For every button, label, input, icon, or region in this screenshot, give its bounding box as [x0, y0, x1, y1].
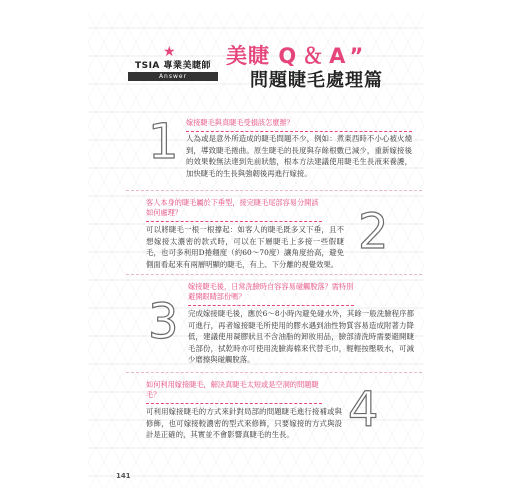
title-prefix: 美睫 [226, 44, 270, 68]
badge-subtitle: Answer [128, 72, 218, 81]
section-divider [126, 372, 422, 373]
page-subtitle: 問題睫毛處理篇 [250, 70, 383, 91]
star-icon: ★ [163, 44, 176, 60]
section-number-1: 1 [148, 114, 179, 170]
section-divider [126, 274, 422, 275]
section-divider [126, 190, 422, 191]
tsia-badge [124, 44, 222, 86]
answer-4: 可利用嫁接睫毛的方式來針對局部的問題睫毛進行接補或與修飾，也可嫁接較濃密的型式來修飾，只要嫁接的方式與設計是正確的，其實並不會影響真睫毛的生長。 [146, 407, 342, 440]
page-number: 141 [116, 472, 131, 480]
question-4: 如何利用嫁接睫毛，解決真睫毛太短或是空洞的問題睫毛？ [146, 380, 322, 404]
question-1: 嫁接睫毛與真睫毛受損該怎麼辦？ [186, 118, 412, 132]
section-number-4: 4 [348, 382, 379, 438]
answer-1: 人為或是意外所造成的睫毛問題不少，例如：煮東西時不小心被火燒到，導致睫毛捲曲。原生睫毛的長度與存餘根數已減少，重新嫁接後的效果較無法達到先前狀態，根本方法建議使用睫毛生長液來養護，加快睫毛的生長與強韌後再進行嫁接。 [186, 134, 412, 178]
question-2: 客人本身的睫毛屬於下垂型，接完睫毛尾部容易分開該如何處理？ [146, 198, 322, 222]
section-number-3: 3 [148, 294, 179, 350]
badge-title: TSIA 專業美睫師 [134, 61, 212, 71]
section-number-2: 2 [358, 204, 389, 260]
answer-3: 完成嫁接睫毛後，應於6～8小時內避免碰水外，其餘一般洗臉程序都可進行，再者嫁接睫毛所使用的膠水遇到油性物質容易造成附著力降低，建議使用凝膠狀且不含油脂的卸妝用品，臉部清洗時需要避開睫毛部份，拭乾時亦可使用洗臉海棉來代替毛巾，輕輕按壓吸水，可減少磨擦與碰觸脫落。 [188, 309, 414, 365]
answer-2: 可以將睫毛一根一根撐起：如客人的睫毛既多又下垂，且不想嫁接太濃密的款式時，可以在下層睫毛上多接一些假睫毛，也可多利用D捲翹度（約60～70度）讓角度抬高，避免側面看起來有兩層明顯的睫毛，有上、下分離的視覺效果。 [146, 225, 344, 269]
question-3: 嫁接睫毛後，日常洗臉時自容容易碰觸脫落？需特別避開眼睛部份嗎？ [188, 282, 354, 306]
title-qa: Q＆A” [278, 44, 370, 68]
